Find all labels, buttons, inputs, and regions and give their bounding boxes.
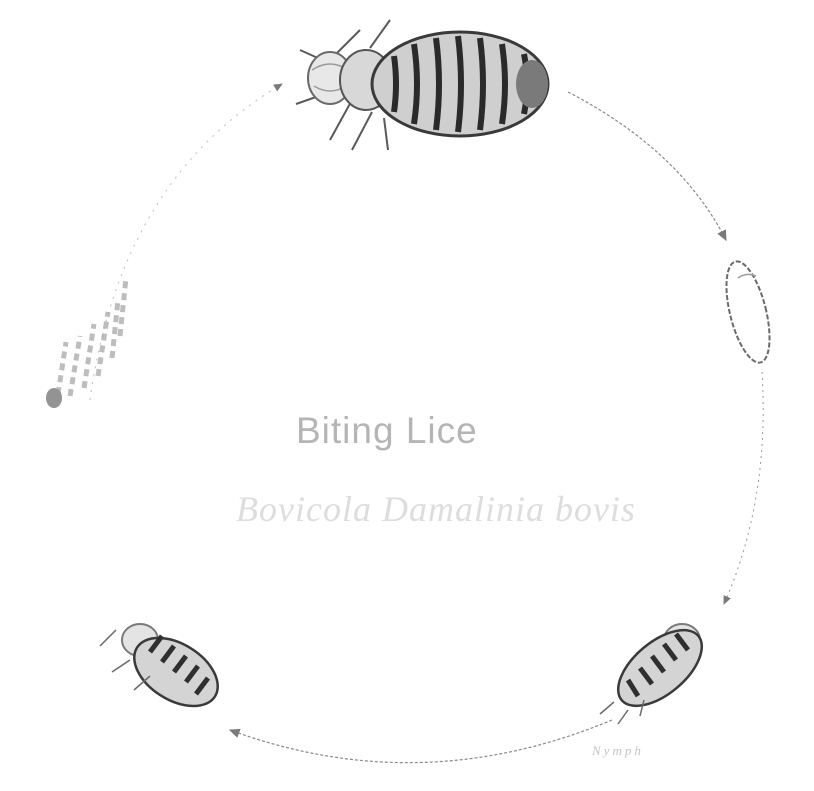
egg-illustration bbox=[718, 257, 778, 367]
nymph-bottom-right-illustration bbox=[600, 616, 715, 724]
faint-nymph-illustration bbox=[46, 278, 126, 408]
cycle-arrow-nymph-to-adult bbox=[90, 84, 282, 400]
cycle-arrow-egg-to-nymph bbox=[724, 372, 763, 604]
cycle-arrow-adult-to-egg bbox=[568, 92, 726, 240]
species-name: Bovicola Damalinia bovis bbox=[236, 489, 636, 529]
diagram-title: Biting Lice bbox=[296, 410, 478, 451]
stage-label-nymph: Nymph bbox=[592, 743, 644, 758]
cycle-arrow-nymph-to-nymph bbox=[230, 720, 612, 763]
nymph-bottom-left-illustration bbox=[100, 624, 230, 720]
adult-louse-illustration bbox=[296, 20, 548, 150]
